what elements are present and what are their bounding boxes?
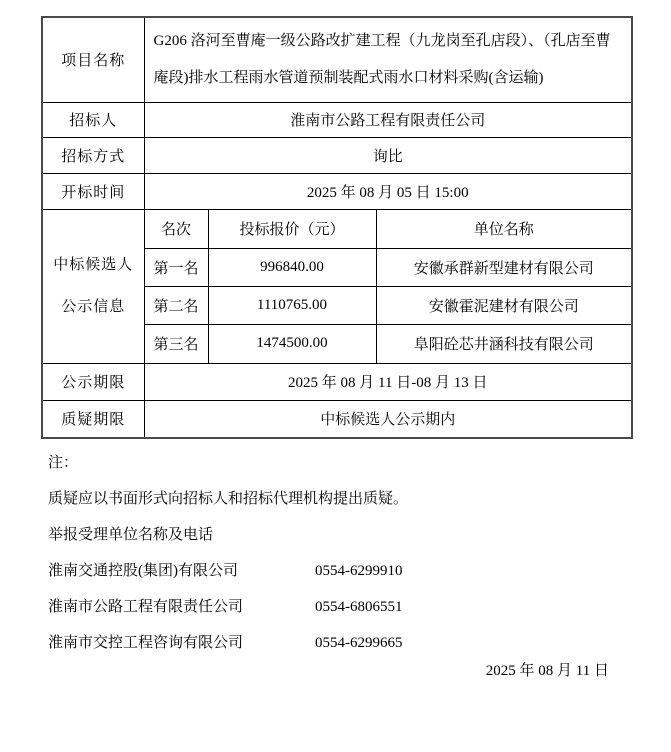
candidates-section-label bbox=[42, 209, 144, 363]
contact-1-name: 淮南交通控股(集团)有限公司 bbox=[48, 563, 238, 579]
announcement-table bbox=[41, 16, 633, 439]
bid-method-value: 询比 bbox=[144, 137, 632, 173]
candidate-1-rank: 第一名 bbox=[144, 248, 208, 286]
candidates-header-price: 投标报价（元） bbox=[208, 209, 376, 248]
report-heading: 举报受理单位名称及电话 bbox=[48, 527, 214, 543]
candidate-3-price: 1474500.00 bbox=[208, 324, 376, 363]
contact-3-name: 淮南市交控工程咨询有限公司 bbox=[48, 635, 244, 651]
project-name-value: G206 洛河至曹庵一级公路改扩建工程（九龙岗至孔店段）、（孔店至曹庵段)排水工程雨水管道预制装配式雨水口材料采购(含运输) bbox=[144, 17, 632, 102]
bid-opening-time-value: 2025 年 08 月 05 日 15:00 bbox=[144, 173, 632, 209]
bid-opening-time-row bbox=[42, 173, 632, 209]
announcement-date: 2025 年 08 月 11 日 bbox=[485, 663, 609, 679]
bid-method-label: 招标方式 bbox=[42, 137, 144, 173]
bid-method-row bbox=[42, 137, 632, 173]
bid-opening-time-label: 开标时间 bbox=[42, 173, 144, 209]
candidate-1-price: 996840.00 bbox=[208, 248, 376, 286]
contact-row-2 bbox=[48, 597, 623, 618]
candidates-section-label-line2: 公示信息 bbox=[61, 298, 126, 315]
tenderer-value: 淮南市公路工程有限责任公司 bbox=[144, 102, 632, 137]
project-name-label: 项目名称 bbox=[42, 17, 144, 102]
objection-period-label: 质疑期限 bbox=[42, 400, 144, 438]
tenderer-label: 招标人 bbox=[42, 102, 144, 137]
notes-section bbox=[48, 453, 623, 669]
contact-row-3 bbox=[48, 633, 623, 654]
note-label: 注： bbox=[48, 455, 79, 471]
tenderer-row bbox=[42, 102, 632, 137]
candidate-3-rank: 第三名 bbox=[144, 324, 208, 363]
candidates-header-company: 单位名称 bbox=[376, 209, 632, 248]
candidates-section-label-line1: 中标候选人 bbox=[53, 256, 134, 273]
candidate-2-rank: 第二名 bbox=[144, 286, 208, 324]
project-name-row bbox=[42, 17, 632, 102]
contact-2-name: 淮南市公路工程有限责任公司 bbox=[48, 599, 244, 615]
contact-2-phone: 0554-6806551 bbox=[315, 599, 403, 615]
objection-period-row bbox=[42, 400, 632, 438]
candidate-2-price: 1110765.00 bbox=[208, 286, 376, 324]
contact-3-phone: 0554-6299665 bbox=[315, 635, 403, 651]
publicity-period-value: 2025 年 08 月 11 日-08 月 13 日 bbox=[144, 363, 632, 400]
candidates-header-row bbox=[42, 209, 632, 248]
candidate-1-company: 安徽承群新型建材有限公司 bbox=[376, 248, 632, 286]
candidate-3-company: 阜阳砼芯井涵科技有限公司 bbox=[376, 324, 632, 363]
candidates-header-rank: 名次 bbox=[144, 209, 208, 248]
publicity-period-row bbox=[42, 363, 632, 400]
contact-row-1 bbox=[48, 561, 623, 582]
contact-1-phone: 0554-6299910 bbox=[315, 563, 403, 579]
objection-instruction: 质疑应以书面形式向招标人和招标代理机构提出质疑。 bbox=[48, 491, 409, 507]
candidate-2-company: 安徽霍泥建材有限公司 bbox=[376, 286, 632, 324]
publicity-period-label: 公示期限 bbox=[42, 363, 144, 400]
objection-period-value: 中标候选人公示期内 bbox=[144, 400, 632, 438]
